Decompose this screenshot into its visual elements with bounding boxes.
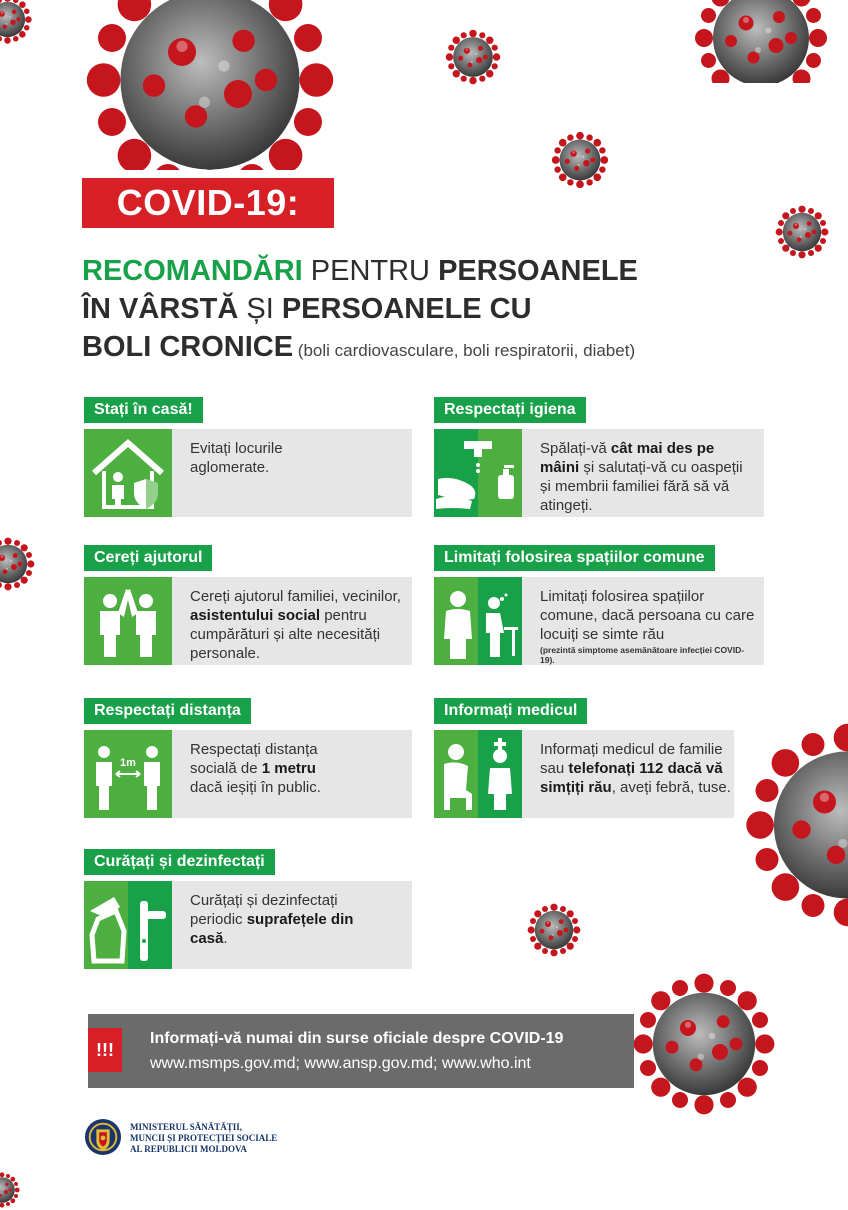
household-separation-icon bbox=[434, 577, 522, 665]
card-description bbox=[540, 587, 756, 665]
card-description bbox=[190, 891, 380, 948]
headline-word-persons: PERSOANELE bbox=[438, 255, 638, 287]
covid-badge: COVID-19: bbox=[82, 178, 334, 228]
headline-subtitle: (boli cardiovasculare, boli respiratorii, diabet) bbox=[293, 341, 636, 360]
card-description: Evitați locurile aglomerate. bbox=[190, 440, 283, 476]
card-text-part: Limitați folosirea spațiilor comune, dacă persoana cu care locuiți se simte rău bbox=[540, 588, 755, 643]
virus-decoration-bottom-left-edge bbox=[0, 1170, 22, 1210]
card-text-emphasis: cât mai des pe mâini bbox=[540, 440, 715, 476]
card-inform-doctor bbox=[434, 698, 764, 818]
headline-word-and: ȘI bbox=[238, 293, 282, 325]
headline-word-chronic: BOLI CRONICE bbox=[82, 331, 294, 363]
headline-word-persons-with: PERSOANELE CU bbox=[281, 293, 532, 325]
ministry-name-line3: AL REPUBLICII MOLDOVA bbox=[130, 1144, 247, 1154]
card-hygiene bbox=[434, 397, 764, 517]
official-sources-banner bbox=[82, 1014, 634, 1088]
card-text-part: Informați medicul de familie sau bbox=[540, 741, 723, 777]
headline-word-elderly: ÎN VÂRSTĂ bbox=[82, 293, 239, 325]
card-title: Stați în casă! bbox=[84, 397, 203, 423]
card-title: Curățați și dezinfectați bbox=[84, 849, 275, 875]
card-limit-common-spaces bbox=[434, 545, 764, 665]
card-text-part: dacă ieșiți în public. bbox=[190, 779, 321, 796]
card-text-part: și salutați-vă cu oaspeții și membrii familiei fără să vă atingeți. bbox=[540, 459, 743, 514]
card-distance bbox=[84, 698, 414, 818]
hand-washing-icon bbox=[434, 429, 522, 517]
card-text-part: Cereți ajutorul familiei, vecinilor, bbox=[190, 588, 401, 605]
virus-decoration-small-top bbox=[442, 26, 504, 88]
card-text-emphasis: telefonați 112 dacă vă simțiți rău bbox=[540, 760, 723, 796]
ministry-name-line1: MINISTERUL SĂNĂTĂȚII, bbox=[130, 1122, 243, 1132]
card-stay-home bbox=[84, 397, 414, 517]
card-ask-help bbox=[84, 545, 414, 665]
card-description bbox=[540, 740, 736, 797]
card-title: Limitați folosirea spațiilor comune bbox=[434, 545, 715, 571]
card-text-emphasis: asistentului social bbox=[190, 607, 321, 624]
card-description bbox=[190, 587, 404, 663]
card-text-emphasis: suprafețele din casă bbox=[190, 911, 354, 947]
people-high-five-icon bbox=[84, 577, 172, 665]
card-description bbox=[190, 740, 330, 797]
headline-word-for: PENTRU bbox=[302, 255, 439, 287]
alert-marks: !!! bbox=[88, 1028, 122, 1072]
banner-links: www.msmps.gov.md; www.ansp.gov.md; www.who.int bbox=[150, 1055, 531, 1072]
card-text-part: Curățați și dezinfectați periodic bbox=[190, 892, 338, 928]
card-text-part: , aveți febră, tuse. bbox=[611, 779, 731, 796]
virus-decoration-mid-bottom bbox=[524, 900, 584, 960]
page-title bbox=[82, 252, 782, 370]
ministry-logo bbox=[84, 1118, 278, 1161]
card-text-part: pentru cumpărături și alte necesități personale. bbox=[190, 607, 381, 662]
social-distance-icon bbox=[84, 730, 172, 818]
virus-decoration-mid-top bbox=[548, 128, 612, 192]
card-text-part: Spălați-vă bbox=[540, 440, 611, 457]
card-description bbox=[540, 439, 756, 515]
banner-title: Informați-vă numai din surse oficiale despre COVID-19 bbox=[150, 1030, 564, 1047]
headline-word-recommendations: RECOMANDĂRI bbox=[82, 255, 303, 287]
alert-icon bbox=[82, 1014, 124, 1088]
house-icon bbox=[84, 429, 172, 517]
distance-label: 1m bbox=[120, 757, 136, 769]
ministry-name-line2: MUNCII ȘI PROTECȚIEI SOCIALE bbox=[130, 1133, 278, 1143]
card-text-part: Respectați distanța socială de bbox=[190, 741, 318, 777]
spray-bottle-icon bbox=[84, 881, 172, 969]
card-note: (prezintă simptome asemănătoare infecției COVID-19). bbox=[540, 645, 745, 665]
virus-decoration-top-right bbox=[686, 0, 836, 83]
virus-decoration-large-top-left bbox=[70, 0, 350, 170]
card-title: Informați medicul bbox=[434, 698, 587, 724]
card-title: Respectați distanța bbox=[84, 698, 251, 724]
sick-person-icon bbox=[434, 730, 522, 818]
card-text-part: . bbox=[223, 930, 228, 947]
card-text-emphasis: 1 metru bbox=[261, 760, 316, 777]
card-clean-disinfect bbox=[84, 849, 414, 969]
card-title: Cereți ajutorul bbox=[84, 545, 212, 571]
virus-decoration-left-edge bbox=[0, 534, 38, 594]
coat-of-arms-icon bbox=[84, 1118, 122, 1156]
virus-decoration-top-left-edge bbox=[0, 0, 35, 47]
card-title: Respectați igiena bbox=[434, 397, 586, 423]
virus-decoration-bottom-right bbox=[624, 964, 784, 1124]
